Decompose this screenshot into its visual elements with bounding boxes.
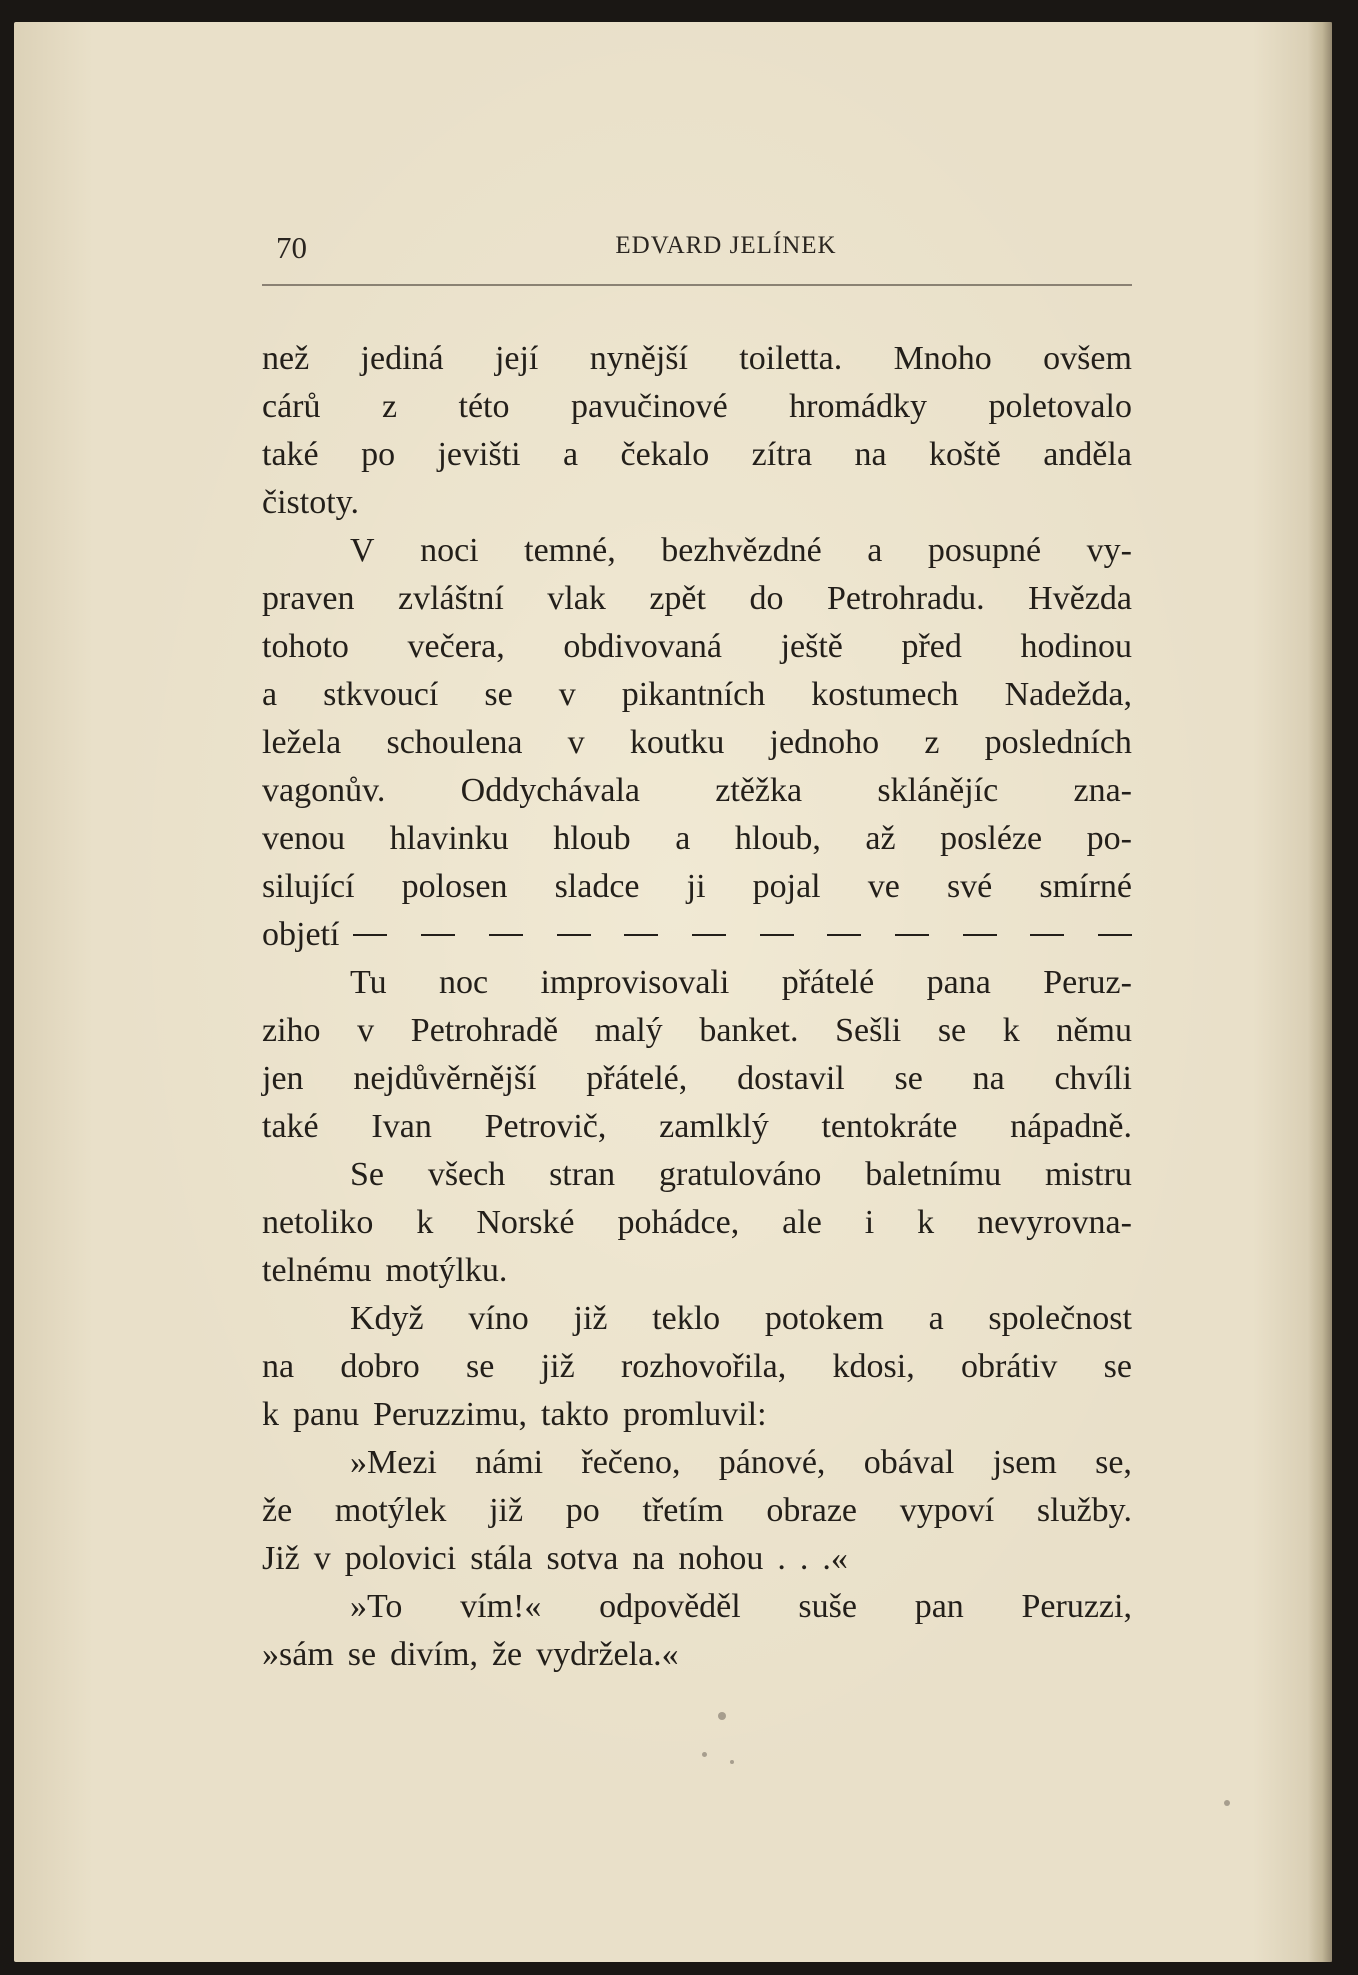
em-dash <box>895 934 929 936</box>
word: se <box>484 676 513 713</box>
word: a <box>867 532 883 569</box>
em-dash <box>1030 934 1064 936</box>
text-line <box>262 671 1132 719</box>
word: zpět <box>649 580 706 617</box>
word: stran <box>549 1156 616 1193</box>
em-dash <box>760 934 794 936</box>
word: posupné <box>927 532 1042 569</box>
word: na <box>632 1540 665 1577</box>
word: této <box>458 388 510 425</box>
text-line <box>262 1343 1132 1391</box>
word: dostavil <box>737 1060 845 1097</box>
text-line <box>262 527 1132 575</box>
word: jsem <box>992 1444 1057 1481</box>
text-line <box>262 767 1132 815</box>
word: ji <box>686 868 706 905</box>
word: zítra <box>751 436 813 473</box>
word: po- <box>1086 820 1132 857</box>
body-text <box>262 335 1132 1679</box>
em-dash <box>624 934 658 936</box>
header-rule <box>262 284 1132 286</box>
text-line <box>262 575 1132 623</box>
word: v <box>558 676 576 713</box>
word: potokem <box>764 1300 884 1337</box>
page-number: 70 <box>276 230 307 265</box>
word: se <box>1103 1348 1132 1385</box>
text-line <box>262 815 1132 863</box>
text-line <box>262 719 1132 767</box>
text-line <box>262 1295 1132 1343</box>
word: a <box>563 436 579 473</box>
word: netoliko <box>262 1204 374 1241</box>
em-dash <box>1098 934 1132 936</box>
word: venou <box>262 820 346 857</box>
word: jevišti <box>437 436 521 473</box>
word: v <box>567 724 585 761</box>
word: telnému <box>262 1252 372 1289</box>
word: k <box>262 1396 279 1433</box>
word: po <box>361 436 396 473</box>
word: posledních <box>984 724 1132 761</box>
text-line <box>262 479 1132 527</box>
word: jediná <box>360 340 444 377</box>
word: baletnímu <box>865 1156 1002 1193</box>
word: hodinou <box>1020 628 1132 665</box>
word: teklo <box>652 1300 721 1337</box>
word: k <box>416 1204 434 1241</box>
word: pan <box>914 1588 964 1625</box>
word: obával <box>863 1444 955 1481</box>
word: ve <box>867 868 900 905</box>
text-line <box>262 1151 1132 1199</box>
paper-speck <box>702 1752 707 1757</box>
word: promluvil: <box>622 1396 767 1433</box>
word: v <box>357 1012 375 1049</box>
word: schoulena <box>386 724 523 761</box>
word: stála <box>470 1540 533 1577</box>
word: nohou <box>678 1540 764 1577</box>
word: Mnoho <box>893 340 992 377</box>
word: motýlek <box>334 1492 447 1529</box>
em-dash <box>557 934 591 936</box>
word: poletovalo <box>988 388 1132 425</box>
word: hloub <box>553 820 631 857</box>
word: nevyrovna- <box>977 1204 1132 1241</box>
text-line <box>262 959 1132 1007</box>
word: . <box>777 1540 786 1577</box>
word: Nadežda, <box>1004 676 1132 713</box>
text-line <box>262 863 1132 911</box>
word: Tu <box>350 964 387 1001</box>
word: chvíli <box>1054 1060 1132 1097</box>
word: hromádky <box>789 388 927 425</box>
word: divím, <box>390 1636 478 1673</box>
word: se <box>466 1348 495 1385</box>
word: »sám <box>262 1636 334 1673</box>
word: pojal <box>752 868 821 905</box>
text-line <box>262 1487 1132 1535</box>
word: své <box>946 868 993 905</box>
text-line <box>262 431 1132 479</box>
word: zvláštní <box>398 580 504 617</box>
word: polosen <box>401 868 508 905</box>
word: suše <box>798 1588 857 1625</box>
word: nápadně. <box>1010 1108 1132 1145</box>
word: objetí <box>262 916 340 953</box>
word: společnost <box>988 1300 1132 1337</box>
word: čekalo <box>620 436 710 473</box>
word: z <box>381 388 398 425</box>
em-dash <box>353 934 387 936</box>
word: obraze <box>766 1492 858 1529</box>
word: mistru <box>1045 1156 1132 1193</box>
word: Hvězda <box>1028 580 1132 617</box>
word: na <box>262 1348 295 1385</box>
word: Když <box>350 1300 424 1337</box>
word: sklánějíc <box>877 772 999 809</box>
word: noci <box>420 532 479 569</box>
word: hloub, <box>734 820 821 857</box>
paper-speck <box>718 1712 726 1720</box>
word: tentokráte <box>821 1108 958 1145</box>
word: posléze <box>940 820 1043 857</box>
text-line <box>262 1247 1132 1295</box>
word: již <box>540 1348 575 1385</box>
word: ztěžka <box>715 772 803 809</box>
word: sotva <box>546 1540 619 1577</box>
word: silující <box>262 868 355 905</box>
word: koště <box>929 436 1001 473</box>
page-edge-shadow <box>1308 22 1332 1962</box>
word: »Mezi <box>350 1444 437 1481</box>
em-dash <box>963 934 997 936</box>
word: Oddychávala <box>460 772 641 809</box>
word: koutku <box>629 724 725 761</box>
word: se, <box>1095 1444 1132 1481</box>
word: řečeno, <box>581 1444 681 1481</box>
word: do <box>749 580 784 617</box>
word: vydržela.« <box>536 1636 679 1673</box>
text-line <box>262 1007 1132 1055</box>
word: pikantních <box>621 676 766 713</box>
word: se <box>347 1636 377 1673</box>
em-dash <box>489 934 523 936</box>
text-line-with-dashes <box>262 911 1132 959</box>
word: Peruzzimu, <box>373 1396 527 1433</box>
word: služby. <box>1036 1492 1132 1529</box>
text-line <box>262 1199 1132 1247</box>
word: k <box>1002 1012 1020 1049</box>
word: čistoty. <box>262 484 359 521</box>
word: Ivan <box>371 1108 432 1145</box>
word: také <box>262 1108 319 1145</box>
word: na <box>972 1060 1005 1097</box>
word: němu <box>1056 1012 1132 1049</box>
word: Peruzzi, <box>1021 1588 1132 1625</box>
word: že <box>262 1492 293 1529</box>
word: polovici <box>344 1540 457 1577</box>
word: kdosi, <box>832 1348 915 1385</box>
word: přátelé, <box>586 1060 688 1097</box>
text-line <box>262 1535 1132 1583</box>
word: noc <box>438 964 489 1001</box>
word: toiletta. <box>739 340 843 377</box>
word: Peruz- <box>1043 964 1132 1001</box>
text-line <box>262 1631 1132 1679</box>
word: pánové, <box>718 1444 826 1481</box>
word: nynější <box>589 340 688 377</box>
word: Se <box>350 1156 384 1193</box>
word: banket. <box>699 1012 799 1049</box>
word: ale <box>782 1204 822 1241</box>
word: temné, <box>524 532 616 569</box>
word: před <box>901 628 962 665</box>
word: malý <box>594 1012 663 1049</box>
em-dash <box>421 934 455 936</box>
word: ležela <box>262 724 342 761</box>
word: vypoví <box>899 1492 995 1529</box>
word: odpověděl <box>599 1588 741 1625</box>
word: námi <box>475 1444 544 1481</box>
word: motýlku. <box>385 1252 508 1289</box>
word: obdivovaná <box>563 628 722 665</box>
word: již <box>573 1300 608 1337</box>
word: a <box>675 820 691 857</box>
word: již <box>489 1492 524 1529</box>
word: bezhvězdné <box>661 532 822 569</box>
word: a <box>262 676 278 713</box>
text-line <box>262 1103 1132 1151</box>
word: k <box>917 1204 935 1241</box>
word: jednoho <box>769 724 880 761</box>
word: zna- <box>1073 772 1132 809</box>
word: a <box>928 1300 944 1337</box>
word: anděla <box>1043 436 1132 473</box>
word: dobro <box>340 1348 420 1385</box>
word: její <box>494 340 539 377</box>
word: vím!« <box>460 1588 542 1625</box>
word: stkvoucí <box>323 676 439 713</box>
word: obrátiv <box>961 1348 1058 1385</box>
text-line <box>262 335 1132 383</box>
word: nejdůvěrnější <box>353 1060 537 1097</box>
word: zamlklý <box>659 1108 769 1145</box>
page-header <box>262 222 1130 272</box>
word: i <box>864 1204 875 1241</box>
word: »To <box>350 1588 403 1625</box>
dash-row <box>353 911 1132 959</box>
text-line <box>262 1439 1132 1487</box>
word: také <box>262 436 319 473</box>
word: třetím <box>642 1492 724 1529</box>
word: se <box>937 1012 967 1049</box>
word: na <box>854 436 887 473</box>
word: vlak <box>547 580 606 617</box>
word: rozhovořila, <box>620 1348 787 1385</box>
word: pohádce, <box>617 1204 740 1241</box>
word: hlavinku <box>389 820 509 857</box>
text-line <box>262 623 1132 671</box>
word: tohoto <box>262 628 349 665</box>
word: Petrovič, <box>484 1108 607 1145</box>
word: přátelé <box>781 964 875 1001</box>
word: sladce <box>554 868 640 905</box>
word: smírné <box>1039 868 1132 905</box>
em-dash <box>692 934 726 936</box>
word: víno <box>468 1300 529 1337</box>
text-line <box>262 1055 1132 1103</box>
em-dash <box>827 934 861 936</box>
word: večera, <box>407 628 505 665</box>
word: Petrohradě <box>410 1012 559 1049</box>
word: v <box>313 1540 331 1577</box>
word: improvisovali <box>540 964 730 1001</box>
word: Již <box>262 1540 300 1577</box>
paper-speck <box>730 1760 734 1764</box>
word: .« <box>822 1540 848 1577</box>
word: takto <box>541 1396 609 1433</box>
word: pana <box>926 964 991 1001</box>
word: V <box>350 532 375 569</box>
word: Sešli <box>835 1012 902 1049</box>
word: než <box>262 340 310 377</box>
word: po <box>565 1492 600 1529</box>
word: panu <box>293 1396 360 1433</box>
word: všech <box>427 1156 506 1193</box>
word: pavučinové <box>570 388 728 425</box>
word: cárů <box>262 388 321 425</box>
word: ziho <box>262 1012 321 1049</box>
running-title: EDVARD JELÍNEK <box>615 232 837 259</box>
text-line <box>262 1391 1132 1439</box>
word: jen <box>262 1060 304 1097</box>
word: . <box>799 1540 809 1577</box>
word: až <box>865 820 896 857</box>
word: z <box>924 724 940 761</box>
word: že <box>491 1636 523 1673</box>
word: se <box>894 1060 923 1097</box>
text-line <box>262 383 1132 431</box>
word: ještě <box>780 628 843 665</box>
word: Petrohradu. <box>826 580 985 617</box>
paper-speck <box>1224 1800 1230 1806</box>
text-line <box>262 1583 1132 1631</box>
word: vy- <box>1086 532 1132 569</box>
word: praven <box>262 580 355 617</box>
word: gratulováno <box>659 1156 822 1193</box>
word: Norské <box>476 1204 575 1241</box>
word: ovšem <box>1043 340 1132 377</box>
word: kostumech <box>811 676 959 713</box>
word: vagonův. <box>262 772 386 809</box>
